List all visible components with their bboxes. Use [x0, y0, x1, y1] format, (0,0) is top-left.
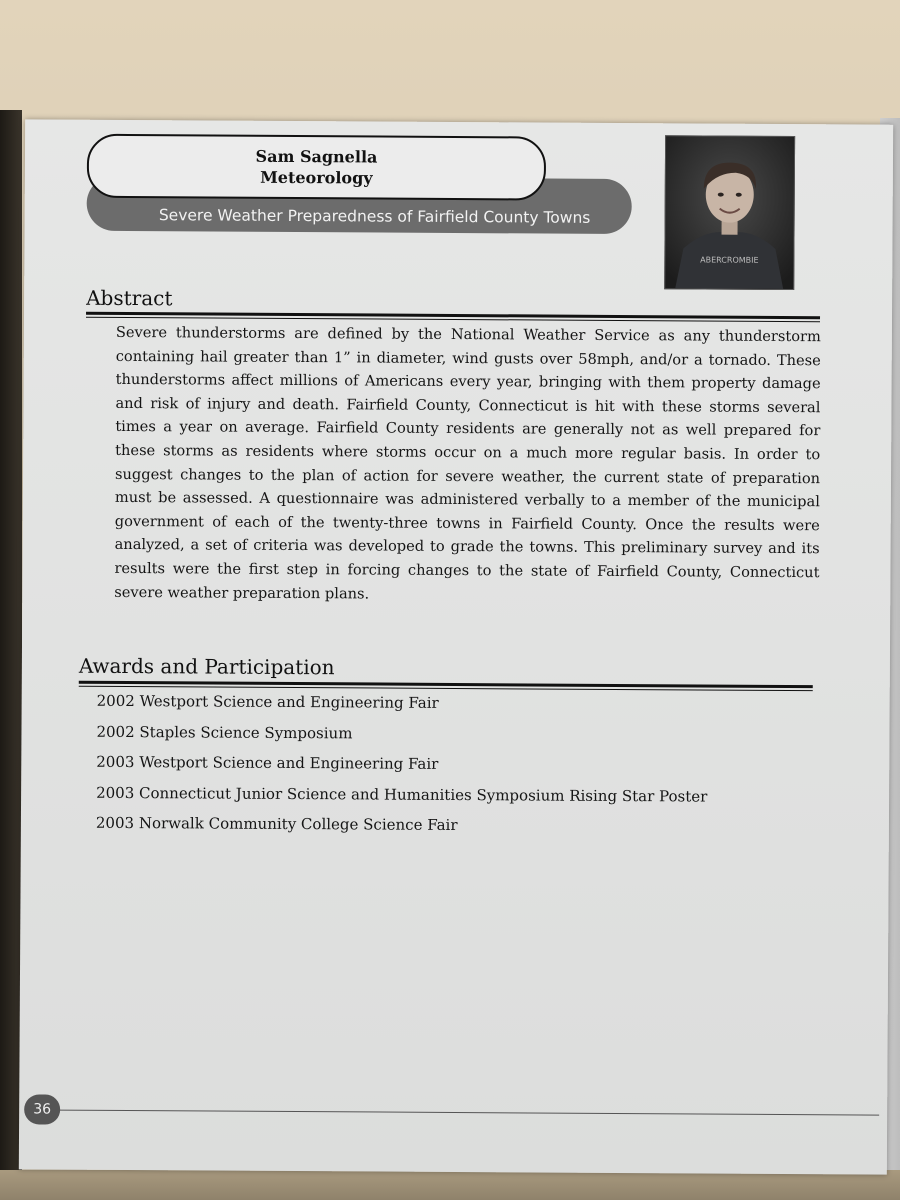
shirt-text: ABERCROMBIE	[700, 255, 759, 265]
abstract-text: Severe thunderstorms are defined by the National Weather Service as any thunderstorm containing hail greater than 1” in diameter, wind gusts over 58mph, and/or a tornado. These thunderstorms affect millions of Americans every year, bringing with them property damage and risk of injury and death. Fairfield County, Connecticut is hit with these storms several times a year on average. Fairfield County residents are generally not as well prepared for these storms as residents where storms occur on a much more regular basis. In order to suggest changes to the plan of action for severe weather, the current state of preparation must be assessed. A questionnaire was administered verbally to a member of the municipal government of each of the twenty-three towns in Fairfield County. Once the results were analyzed, a set of criteria was developed to grade the towns. This preliminary survey and its results were the first step in forcing changes to the state of Fairfield County, Connecticut severe weather preparation plans.	[114, 323, 821, 602]
award-item: 2002 Staples Science Symposium	[96, 722, 353, 742]
project-title: Severe Weather Preparedness of Fairfield County Towns	[158, 206, 591, 227]
student-photo	[664, 135, 795, 290]
student-name: Sam Sagnella	[255, 146, 378, 167]
page-number: 36	[24, 1094, 60, 1124]
booklet-page	[19, 119, 893, 1174]
award-item: 2003 Westport Science and Engineering Fair	[96, 752, 439, 773]
award-item: 2002 Westport Science and Engineering Fair	[96, 691, 439, 712]
award-item: 2003 Connecticut Junior Science and Humanities Symposium Rising Star Poster	[96, 783, 708, 806]
abstract-heading: Abstract	[86, 285, 173, 311]
research-field: Meteorology	[260, 167, 373, 188]
name-banner	[87, 134, 546, 201]
awards-list	[96, 686, 708, 842]
award-item: 2003 Norwalk Community College Science Fair	[95, 813, 458, 835]
left-shadow	[0, 110, 22, 1180]
student-portrait-image	[665, 136, 794, 289]
table-surface	[0, 1170, 900, 1200]
awards-heading: Awards and Participation	[78, 653, 335, 680]
footer-rule	[59, 1110, 879, 1116]
